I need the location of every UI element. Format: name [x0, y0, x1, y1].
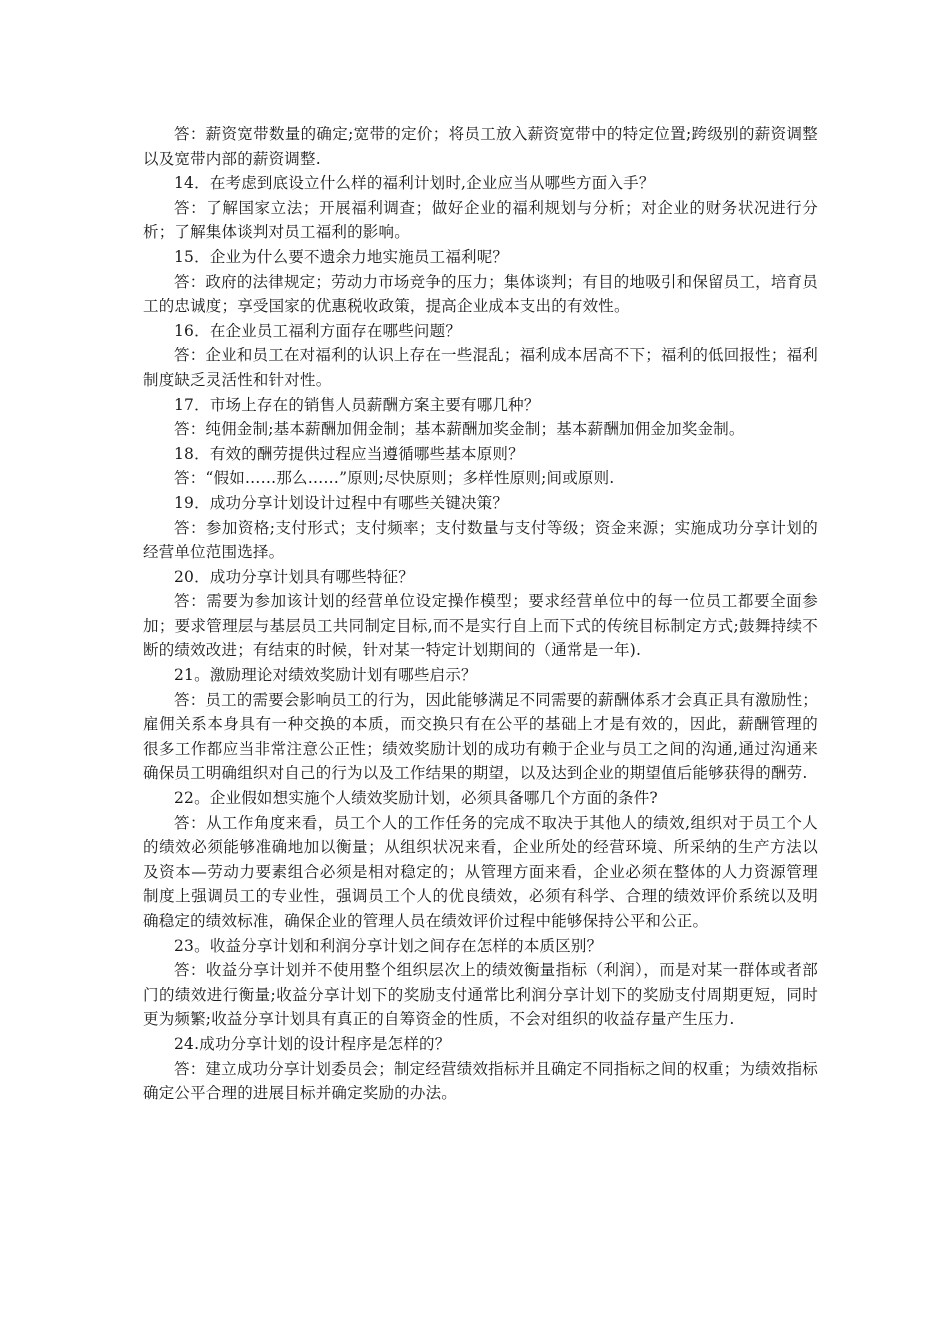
question-16: 16．在企业员工福利方面存在哪些问题？: [174, 321, 462, 340]
question-15: 15．企业为什么要不遗余力地实施员工福利呢？: [174, 247, 509, 266]
question-18: 18．有效的酬劳提供过程应当遵循哪些基本原则？: [174, 444, 524, 463]
question-19: 19．成功分享计划设计过程中有哪些关键决策？: [174, 493, 509, 512]
answer-13: 答：薪资宽带数量的确定;宽带的定价；将员工放入薪资宽带中的特定位置;跨级别的薪资调整以及宽带内部的薪资调整.: [143, 125, 818, 168]
answer-24: 答：建立成功分享计划委员会；制定经营绩效指标并且确定不同指标之间的权重；为绩效指标确定公平合理的进展目标并确定奖励的办法。: [143, 1059, 818, 1103]
question-20: 20．成功分享计划具有哪些特征？: [174, 567, 414, 586]
question-17: 17．市场上存在的销售人员薪酬方案主要有哪几种？: [174, 395, 540, 414]
answer-15: 答：政府的法律规定；劳动力市场竞争的压力；集体谈判；有目的地吸引和保留员工，培育员工的忠诚度；享受国家的优惠税收政策，提高企业成本支出的有效性。: [143, 272, 818, 316]
answer-21: 答：员工的需要会影响员工的行为，因此能够满足不同需要的薪酬体系才会真正具有激励性；雇佣关系本身具有一种交换的本质，而交换只有在公平的基础上才是有效的，因此，薪酬管理的很多工作都应当非常注意公正性；绩效奖励计划的成功有赖于企业与员工之间的沟通,通过沟通来确保员工明确组织对自己的行为以及工作结果的期望，以及达到企业的期望值后能够获得的酬劳.: [143, 690, 818, 783]
question-14: 14．在考虑到底设立什么样的福利计划时,企业应当从哪些方面入手？: [174, 174, 655, 193]
answer-22: 答：从工作角度来看，员工个人的工作任务的完成不取决于其他人的绩效,组织对于员工个人的绩效必须能够准确地加以衡量；从组织状况来看，企业所处的经营环境、所采纳的生产方法以及资本—劳动力要素组合必须是相对稳定的；从管理方面来看，企业必须在整体的人力资源管理制度上强调员工的专业性，强调员工个人的优良绩效，必须有科学、合理的绩效评价系统以及明确稳定的绩效标准，确保企业的管理人员在绩效评价过程中能够保持公平和公正。: [143, 813, 818, 930]
document-body: [143, 122, 818, 1106]
answer-16: 答：企业和员工在对福利的认识上存在一些混乱；福利成本居高不下；福利的低回报性；福利制度缺乏灵活性和针对性。: [143, 346, 818, 389]
answer-18: 答：“假如……那么……”原则;尽快原则；多样性原则;间或原则.: [174, 469, 615, 488]
question-21: 21。激励理论对绩效奖励计划有哪些启示？: [174, 666, 477, 685]
answer-20: 答：需要为参加该计划的经营单位设定操作模型；要求经营单位中的每一位员工都要全面参加；要求管理层与基层员工共同制定目标,而不是实行自上而下式的传统目标制定方式;鼓舞持续不断的绩效改进；有结束的时候，针对某一特定计划期间的（通常是一年).: [143, 592, 818, 660]
answer-17: 答：纯佣金制;基本薪酬加佣金制；基本薪酬加奖金制；基本薪酬加佣金加奖金制。: [174, 420, 745, 439]
answer-14: 答：了解国家立法；开展福利调查；做好企业的福利规划与分析；对企业的财务状况进行分析；了解集体谈判对员工福利的影响。: [143, 198, 818, 242]
answer-19: 答：参加资格;支付形式；支付频率；支付数量与支付等级；资金来源；实施成功分享计划的经营单位范围选择。: [143, 518, 818, 562]
question-24: 24.成功分享计划的设计程序是怎样的？: [174, 1034, 451, 1053]
question-23: 23。收益分享计划和利润分享计划之间存在怎样的本质区别？: [174, 936, 603, 955]
question-22: 22。企业假如想实施个人绩效奖励计划，必须具备哪几个方面的条件?: [174, 789, 658, 808]
answer-23: 答：收益分享计划并不使用整个组织层次上的绩效衡量指标（利润），而是对某一群体或者部门的绩效进行衡量;收益分享计划下的奖励支付通常比利润分享计划下的奖励支付周期更短，同时更为频繁;收益分享计划具有真正的自筹资金的性质，不会对组织的收益存量产生压力.: [143, 961, 818, 1029]
